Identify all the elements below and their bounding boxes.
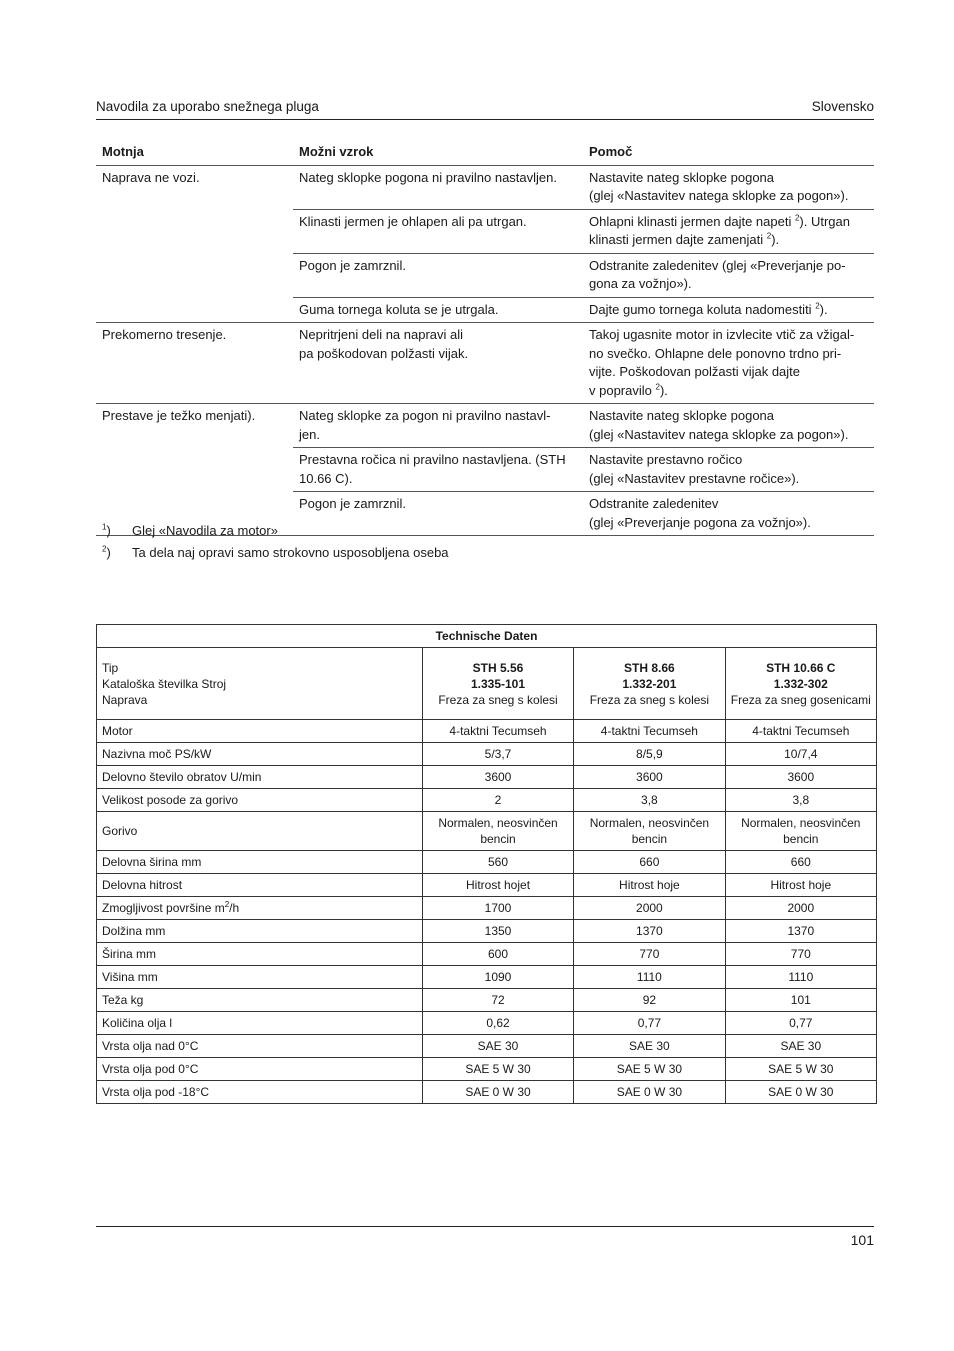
table-row xyxy=(97,812,877,851)
table-row xyxy=(97,989,877,1012)
spec-value: 5/3,7 xyxy=(422,743,573,766)
spec-label: Višina mm xyxy=(97,966,423,989)
spec-value: SAE 5 W 30 xyxy=(725,1058,876,1081)
spec-value: 0,77 xyxy=(574,1012,725,1035)
fault-cell: Naprava ne vozi. xyxy=(96,165,293,323)
table-row xyxy=(97,920,877,943)
table-row xyxy=(97,943,877,966)
spec-value: 10/7,4 xyxy=(725,743,876,766)
spec-value: 1370 xyxy=(574,920,725,943)
spec-value: SAE 0 W 30 xyxy=(422,1081,573,1104)
model-cell: STH 10.66 C 1.332-302 Freza za sneg gosenicami xyxy=(725,648,876,720)
spec-value: SAE 0 W 30 xyxy=(574,1081,725,1104)
help-cell: Nastavite nateg sklopke pogona (glej «Nastavitev natega sklopke za pogon»). xyxy=(583,165,874,209)
table-row xyxy=(97,720,877,743)
model-cell: STH 5.56 1.335-101 Freza za sneg s kolesi xyxy=(422,648,573,720)
spec-label: Vrsta olja nad 0°C xyxy=(97,1035,423,1058)
tech-table-title: Technische Daten xyxy=(97,625,877,648)
spec-value: 3600 xyxy=(725,766,876,789)
spec-label: Dolžina mm xyxy=(97,920,423,943)
spec-value: SAE 30 xyxy=(725,1035,876,1058)
spec-label: Delovna hitrost xyxy=(97,874,423,897)
spec-label: Širina mm xyxy=(97,943,423,966)
col-fault-header: Motnja xyxy=(96,141,293,165)
spec-label: Motor xyxy=(97,720,423,743)
spec-value: 1110 xyxy=(574,966,725,989)
table-row xyxy=(97,766,877,789)
spec-value: 560 xyxy=(422,851,573,874)
table-row xyxy=(97,743,877,766)
spec-value: 101 xyxy=(725,989,876,1012)
spec-value: 770 xyxy=(574,943,725,966)
spec-value: SAE 5 W 30 xyxy=(422,1058,573,1081)
footnote: $^1$) Glej «Navodila za motor» xyxy=(102,522,278,538)
spec-label: Nazivna moč PS/kW xyxy=(97,743,423,766)
spec-label: Velikost posode za gorivo xyxy=(97,789,423,812)
spec-value: SAE 30 xyxy=(422,1035,573,1058)
table-row xyxy=(96,165,874,209)
spec-value: 72 xyxy=(422,989,573,1012)
table-row xyxy=(96,404,874,448)
spec-value: 3,8 xyxy=(574,789,725,812)
table-row xyxy=(97,851,877,874)
troubleshooting-table xyxy=(96,141,874,536)
spec-value: 0,62 xyxy=(422,1012,573,1035)
spec-value: SAE 30 xyxy=(574,1035,725,1058)
spec-value: SAE 5 W 30 xyxy=(574,1058,725,1081)
table-row xyxy=(96,323,874,404)
spec-value: 4-taktni Tecumseh xyxy=(574,720,725,743)
spec-value: 660 xyxy=(725,851,876,874)
spec-value: 3600 xyxy=(422,766,573,789)
spec-value: 1370 xyxy=(725,920,876,943)
cause-cell: Pogon je zamrznil. xyxy=(293,253,583,297)
spec-value: 92 xyxy=(574,989,725,1012)
spec-value: 2000 xyxy=(574,897,725,920)
spec-value: 1350 xyxy=(422,920,573,943)
spec-value: Normalen, neosvinčen bencin xyxy=(725,812,876,851)
table-row xyxy=(97,1012,877,1035)
spec-label: Zmogljivost površine $m^2/h$ xyxy=(97,897,423,920)
spec-value: 1090 xyxy=(422,966,573,989)
page-header xyxy=(96,99,874,120)
spec-label: Delovno število obratov U/min xyxy=(97,766,423,789)
spec-value: Normalen, neosvinčen bencin xyxy=(422,812,573,851)
col-cause-header: Možni vzrok xyxy=(293,141,583,165)
help-cell: Takoj ugasnite motor in izvlecite vtič za vžigal- no svečko. Ohlapne dele ponovno trdno pri- vijte. Poškodovan polžasti vijak dajte v popravilo $^2$). xyxy=(583,323,874,404)
model-label-cell: Tip Kataloška številka Stroj Naprava xyxy=(97,648,423,720)
cause-cell: Nepritrjeni deli na napravi ali pa poškodovan polžasti vijak. xyxy=(293,323,583,404)
footnote: $^2$) Ta dela naj opravi samo strokovno usposobljena oseba xyxy=(102,544,449,560)
page-footer xyxy=(96,1226,874,1248)
table-row xyxy=(97,874,877,897)
cause-cell: Nateg sklopke za pogon ni pravilno nastavl- jen. xyxy=(293,404,583,448)
spec-value: 1700 xyxy=(422,897,573,920)
footnotes xyxy=(102,520,449,564)
header-title: Navodila za uporabo snežnega pluga xyxy=(96,99,319,114)
col-help-header: Pomoč xyxy=(583,141,874,165)
help-cell: Ohlapni klinasti jermen dajte napeti $^2$). Utrgan klinasti jermen dajte zamenjati $^2$). xyxy=(583,209,874,253)
model-cell: STH 8.66 1.332-201 Freza za sneg s kolesi xyxy=(574,648,725,720)
cause-cell: Klinasti jermen je ohlapen ali pa utrgan. xyxy=(293,209,583,253)
help-cell: Nastavite prestavno ročico (glej «Nastavitev prestavne ročice»). xyxy=(583,448,874,492)
spec-label: Količina olja l xyxy=(97,1012,423,1035)
table-row xyxy=(97,966,877,989)
technical-data-table xyxy=(96,624,877,1104)
cause-cell: Prestavna ročica ni pravilno nastavljena. (STH 10.66 C). xyxy=(293,448,583,492)
spec-value: 2000 xyxy=(725,897,876,920)
spec-value: 600 xyxy=(422,943,573,966)
cause-cell: Pogon je zamrznil. xyxy=(293,492,583,536)
spec-label: Vrsta olja pod 0°C xyxy=(97,1058,423,1081)
page-number: 101 xyxy=(850,1232,874,1248)
fault-cell: Prekomerno tresenje. xyxy=(96,323,293,404)
spec-label: Delovna širina mm xyxy=(97,851,423,874)
spec-value: 2 xyxy=(422,789,573,812)
spec-value: 770 xyxy=(725,943,876,966)
spec-value: 660 xyxy=(574,851,725,874)
spec-value: Hitrost hoje xyxy=(725,874,876,897)
help-cell: Odstranite zaledenitev (glej «Preverjanje pogona za vožnjo»). xyxy=(583,492,874,536)
help-cell: Nastavite nateg sklopke pogona (glej «Nastavitev natega sklopke za pogon»). xyxy=(583,404,874,448)
header-language: Slovensko xyxy=(811,99,874,114)
cause-cell: Nateg sklopke pogona ni pravilno nastavljen. xyxy=(293,165,583,209)
spec-value: 0,77 xyxy=(725,1012,876,1035)
spec-value: 1110 xyxy=(725,966,876,989)
table-row xyxy=(97,1081,877,1104)
spec-label: Teža kg xyxy=(97,989,423,1012)
spec-value: 8/5,9 xyxy=(574,743,725,766)
spec-value: 4-taktni Tecumseh xyxy=(725,720,876,743)
table-row xyxy=(97,1035,877,1058)
spec-label: Vrsta olja pod -18°C xyxy=(97,1081,423,1104)
spec-value: 4-taktni Tecumseh xyxy=(422,720,573,743)
spec-value: SAE 0 W 30 xyxy=(725,1081,876,1104)
table-row xyxy=(97,1058,877,1081)
spec-value: 3,8 xyxy=(725,789,876,812)
fault-cell: Prestave je težko menjati). xyxy=(96,404,293,536)
spec-value: 3600 xyxy=(574,766,725,789)
spec-value: Hitrost hojet xyxy=(422,874,573,897)
table-row xyxy=(97,897,877,920)
spec-label: Gorivo xyxy=(97,812,423,851)
help-cell: Odstranite zaledenitev (glej «Preverjanje po- gona za vožnjo»). xyxy=(583,253,874,297)
spec-value: Hitrost hoje xyxy=(574,874,725,897)
spec-value: Normalen, neosvinčen bencin xyxy=(574,812,725,851)
help-cell: Dajte gumo tornega koluta nadomestiti $^2$). xyxy=(583,297,874,323)
table-row xyxy=(97,789,877,812)
cause-cell: Guma tornega koluta se je utrgala. xyxy=(293,297,583,323)
